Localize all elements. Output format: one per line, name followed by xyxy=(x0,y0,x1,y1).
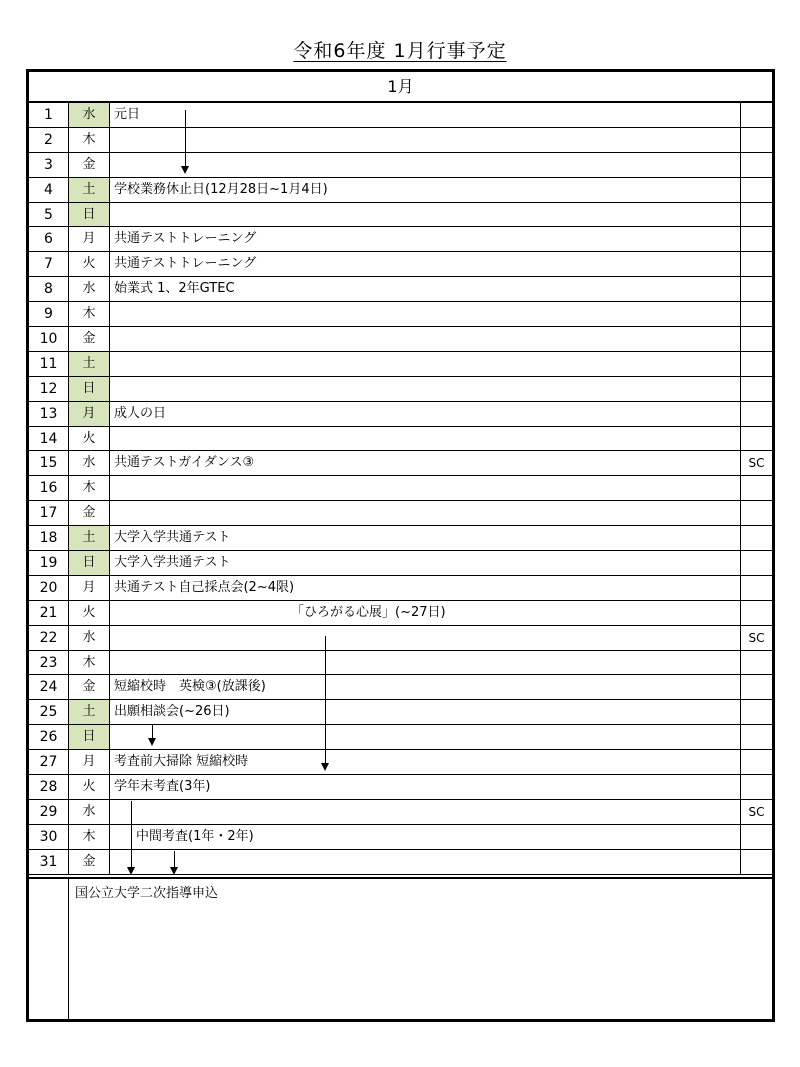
note-cell xyxy=(740,476,772,500)
table-row xyxy=(29,227,772,252)
day-number: 1 xyxy=(29,103,69,127)
day-number: 15 xyxy=(29,451,69,475)
day-number: 2 xyxy=(29,128,69,152)
day-number: 14 xyxy=(29,427,69,451)
arrow-jan30-to-jan31 xyxy=(174,851,175,868)
table-row xyxy=(29,252,772,277)
table-row xyxy=(29,402,772,427)
day-of-week: 木 xyxy=(69,476,110,500)
day-number: 12 xyxy=(29,377,69,401)
day-number: 10 xyxy=(29,327,69,351)
footer-notes xyxy=(29,877,772,1019)
day-number: 7 xyxy=(29,252,69,276)
footer-note-text: 国公立大学二次指導申込 xyxy=(75,886,219,901)
day-of-week: 木 xyxy=(69,302,110,326)
event-text: 「ひろがる心展」(~27日) xyxy=(291,604,446,620)
note-cell: SC xyxy=(740,626,772,650)
event-text: 大学入学共通テスト xyxy=(114,555,231,571)
day-of-week: 水 xyxy=(69,626,110,650)
day-number: 6 xyxy=(29,227,69,251)
note-cell: SC xyxy=(740,800,772,824)
note-cell xyxy=(740,526,772,550)
day-of-week: 日 xyxy=(69,377,110,401)
month-header: 1月 xyxy=(29,72,772,103)
day-number: 5 xyxy=(29,203,69,227)
day-number: 21 xyxy=(29,601,69,625)
day-of-week: 金 xyxy=(69,327,110,351)
note-cell xyxy=(740,850,772,874)
event-text: 共通テストトレーニング xyxy=(114,231,257,247)
day-of-week: 水 xyxy=(69,277,110,301)
note-cell xyxy=(740,252,772,276)
day-number: 8 xyxy=(29,277,69,301)
day-number: 23 xyxy=(29,651,69,675)
day-number: 28 xyxy=(29,775,69,799)
table-row xyxy=(29,451,772,476)
day-of-week: 木 xyxy=(69,825,110,849)
table-row xyxy=(29,302,772,327)
day-of-week: 火 xyxy=(69,252,110,276)
note-cell xyxy=(740,775,772,799)
note-cell xyxy=(740,327,772,351)
day-of-week: 水 xyxy=(69,800,110,824)
event-text: 短縮校時 英検③(放課後) xyxy=(114,679,266,695)
table-row xyxy=(29,178,772,203)
table-row xyxy=(29,626,772,651)
table-row xyxy=(29,153,772,178)
day-of-week: 土 xyxy=(69,526,110,550)
note-cell xyxy=(740,277,772,301)
table-row xyxy=(29,476,772,501)
table-row xyxy=(29,725,772,750)
note-cell xyxy=(740,128,772,152)
table-row xyxy=(29,825,772,850)
table-row xyxy=(29,700,772,725)
note-cell xyxy=(740,302,772,326)
day-number: 13 xyxy=(29,402,69,426)
footer-left-column xyxy=(29,879,69,1019)
table-row xyxy=(29,103,772,128)
arrow-jan25-to-jan26 xyxy=(152,725,153,739)
note-cell xyxy=(740,377,772,401)
day-of-week: 月 xyxy=(69,576,110,600)
note-cell xyxy=(740,427,772,451)
day-of-week: 土 xyxy=(69,178,110,202)
day-of-week: 土 xyxy=(69,352,110,376)
day-number: 31 xyxy=(29,850,69,874)
table-row xyxy=(29,775,772,800)
day-of-week: 日 xyxy=(69,551,110,575)
table-row xyxy=(29,601,772,626)
event-text: 出願相談会(~26日) xyxy=(114,704,230,720)
note-cell xyxy=(740,178,772,202)
event-text: 学校業務休止日(12月28日~1月4日) xyxy=(114,181,328,197)
day-of-week: 月 xyxy=(69,227,110,251)
table-row xyxy=(29,128,772,153)
day-of-week: 金 xyxy=(69,850,110,874)
day-number: 24 xyxy=(29,675,69,699)
day-number: 3 xyxy=(29,153,69,177)
arrow-jan28-to-jan31 xyxy=(131,801,132,868)
note-cell xyxy=(740,103,772,127)
day-number: 17 xyxy=(29,501,69,525)
note-cell xyxy=(740,227,772,251)
note-cell xyxy=(740,651,772,675)
day-rows xyxy=(29,103,772,875)
event-text: 始業式 1、2年GTEC xyxy=(114,281,235,297)
day-number: 16 xyxy=(29,476,69,500)
event-text: 共通テストトレーニング xyxy=(114,256,257,272)
day-number: 26 xyxy=(29,725,69,749)
page-title: 令和6年度 1月行事予定 xyxy=(293,40,507,62)
table-row xyxy=(29,800,772,825)
event-text: 学年末考査(3年) xyxy=(114,779,211,795)
note-cell xyxy=(740,153,772,177)
note-cell xyxy=(740,402,772,426)
table-row xyxy=(29,526,772,551)
table-row xyxy=(29,377,772,402)
day-of-week: 日 xyxy=(69,203,110,227)
day-number: 19 xyxy=(29,551,69,575)
note-cell: SC xyxy=(740,451,772,475)
day-of-week: 木 xyxy=(69,128,110,152)
day-of-week: 金 xyxy=(69,153,110,177)
day-of-week: 金 xyxy=(69,675,110,699)
day-of-week: 土 xyxy=(69,700,110,724)
note-cell xyxy=(740,601,772,625)
day-of-week: 火 xyxy=(69,601,110,625)
event-text: 共通テストガイダンス③ xyxy=(114,455,255,471)
note-cell xyxy=(740,501,772,525)
table-row xyxy=(29,203,772,228)
note-cell xyxy=(740,825,772,849)
day-number: 29 xyxy=(29,800,69,824)
note-cell xyxy=(740,675,772,699)
schedule-table xyxy=(26,69,775,1022)
note-cell xyxy=(740,203,772,227)
event-text: 共通テスト自己採点会(2~4限) xyxy=(114,579,295,595)
note-cell xyxy=(740,551,772,575)
day-number: 9 xyxy=(29,302,69,326)
day-number: 25 xyxy=(29,700,69,724)
event-text: 中間考査(1年・2年) xyxy=(136,828,254,844)
day-number: 18 xyxy=(29,526,69,550)
note-cell xyxy=(740,352,772,376)
day-number: 27 xyxy=(29,750,69,774)
day-of-week: 水 xyxy=(69,103,110,127)
day-of-week: 月 xyxy=(69,402,110,426)
day-number: 22 xyxy=(29,626,69,650)
day-number: 30 xyxy=(29,825,69,849)
table-row xyxy=(29,427,772,452)
table-row xyxy=(29,327,772,352)
day-of-week: 火 xyxy=(69,775,110,799)
table-row xyxy=(29,352,772,377)
note-cell xyxy=(740,700,772,724)
event-text: 考査前大掃除 短縮校時 xyxy=(114,754,249,770)
table-row xyxy=(29,551,772,576)
day-of-week: 木 xyxy=(69,651,110,675)
day-number: 20 xyxy=(29,576,69,600)
event-text: 大学入学共通テスト xyxy=(114,530,231,546)
table-row xyxy=(29,277,772,302)
event-text: 成人の日 xyxy=(114,405,167,421)
note-cell xyxy=(740,576,772,600)
note-cell xyxy=(740,725,772,749)
day-number: 4 xyxy=(29,178,69,202)
table-row xyxy=(29,501,772,526)
note-cell xyxy=(740,750,772,774)
day-of-week: 火 xyxy=(69,427,110,451)
arrow-jan1-to-jan3 xyxy=(185,110,186,167)
arrow-jan21-to-jan27 xyxy=(325,636,326,764)
day-of-week: 日 xyxy=(69,725,110,749)
table-row xyxy=(29,675,772,700)
day-of-week: 水 xyxy=(69,451,110,475)
event-text: 元日 xyxy=(114,107,141,122)
table-row xyxy=(29,750,772,775)
day-of-week: 金 xyxy=(69,501,110,525)
table-row xyxy=(29,576,772,601)
day-of-week: 月 xyxy=(69,750,110,774)
table-row xyxy=(29,850,772,875)
day-number: 11 xyxy=(29,352,69,376)
table-row xyxy=(29,651,772,676)
